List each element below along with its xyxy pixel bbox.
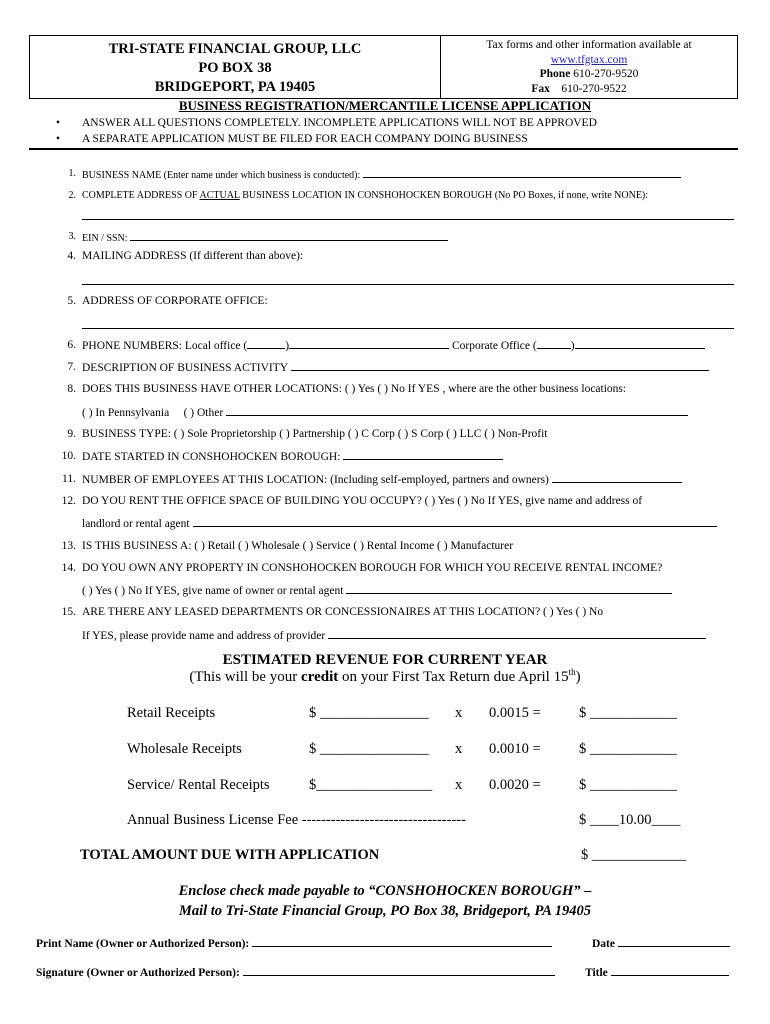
- company-city: BRIDGEPORT, PA 19405: [154, 79, 316, 95]
- date-started-field[interactable]: [343, 450, 503, 460]
- provider-field[interactable]: [328, 629, 706, 639]
- print-name-field[interactable]: [252, 937, 552, 947]
- business-type-options[interactable]: BUSINESS TYPE: ( ) Sole Proprietorship ( ) Partnership ( ) C Corp ( ) S Corp ( ) LLC ( ) Non-Profit: [82, 428, 548, 440]
- contact-block: [441, 36, 737, 98]
- local-phone-field[interactable]: [289, 339, 449, 349]
- mailing-address-field[interactable]: [82, 284, 734, 285]
- retail-amount-field[interactable]: $ _______________: [309, 705, 429, 721]
- print-name-row: Print Name (Owner or Authorized Person):: [36, 937, 552, 950]
- instructions-list: [56, 115, 597, 147]
- instruction-item: • A SEPARATE APPLICATION MUST BE FILED FOR EACH COMPANY DOING BUSINESS: [56, 133, 528, 145]
- company-block: [30, 36, 441, 98]
- wholesale-amount-field[interactable]: $ _______________: [309, 741, 429, 757]
- signature-row: Signature (Owner or Authorized Person):: [36, 966, 555, 979]
- retail-result-field[interactable]: $ ____________: [579, 705, 677, 721]
- phone-number: 610-270-9520: [573, 68, 639, 81]
- service-result-field[interactable]: $ ____________: [579, 777, 677, 793]
- revenue-subtitle: (This will be your credit on your First Tax Return due April 15th): [189, 667, 581, 685]
- instruction-item: • ANSWER ALL QUESTIONS COMPLETELY. INCOMPLETE APPLICATIONS WILL NOT BE APPROVED: [56, 117, 597, 129]
- form-title: BUSINESS REGISTRATION/MERCANTILE LICENSE APPLICATION: [178, 98, 592, 113]
- revenue-title: ESTIMATED REVENUE FOR CURRENT YEAR: [222, 652, 548, 668]
- corporate-office-field[interactable]: [82, 328, 734, 329]
- in-pennsylvania-checkbox[interactable]: ( ) In Pennsylvania: [82, 407, 170, 419]
- other-locations-field[interactable]: [226, 406, 688, 416]
- company-name: TRI-STATE FINANCIAL GROUP, LLC: [108, 41, 362, 57]
- fax-number: 610-270-9522: [561, 82, 627, 95]
- date-row: Date: [592, 937, 730, 950]
- landlord-field[interactable]: [193, 517, 717, 527]
- payment-instructions: Enclose check made payable to “CONSHOHOCKEN BOROUGH” – Mail to Tri-State Financial Group, PO Box 38, Bridgeport, PA 19405: [178, 883, 592, 919]
- ein-ssn-field[interactable]: [130, 231, 448, 241]
- title-row: Title: [585, 966, 729, 979]
- company-pobox: PO BOX 38: [198, 60, 272, 76]
- wholesale-result-field[interactable]: $ ____________: [579, 741, 677, 757]
- website-link[interactable]: www.tfgtax.com: [550, 53, 628, 66]
- license-fee-value: $ ____10.00____: [579, 812, 681, 828]
- title-field[interactable]: [611, 966, 729, 976]
- service-amount-field[interactable]: $________________: [309, 777, 433, 793]
- business-activity-field[interactable]: [291, 361, 709, 371]
- fax-label: Fax: [531, 82, 550, 95]
- divider: [29, 148, 738, 150]
- phone-label: Phone: [539, 68, 571, 81]
- total-amount-field[interactable]: $ _____________: [581, 847, 687, 863]
- business-address-field[interactable]: [82, 219, 734, 220]
- signature-field[interactable]: [243, 966, 555, 976]
- employee-count-field[interactable]: [552, 473, 682, 483]
- business-name-field[interactable]: [363, 168, 681, 178]
- bullet-icon: •: [56, 133, 61, 145]
- other-location-checkbox[interactable]: ( ) Other: [183, 407, 224, 419]
- letterhead-box: [29, 35, 738, 99]
- corporate-phone-field[interactable]: [575, 339, 705, 349]
- date-field[interactable]: [618, 937, 730, 947]
- business-category-options[interactable]: IS THIS BUSINESS A: ( ) Retail ( ) Wholesale ( ) Service ( ) Rental Income ( ) Manufacturer: [82, 540, 514, 552]
- local-area-code-field[interactable]: [247, 339, 285, 349]
- bullet-icon: •: [56, 117, 61, 129]
- info-line: Tax forms and other information available at: [486, 39, 692, 51]
- rental-agent-field[interactable]: [346, 584, 672, 594]
- corporate-area-code-field[interactable]: [537, 339, 571, 349]
